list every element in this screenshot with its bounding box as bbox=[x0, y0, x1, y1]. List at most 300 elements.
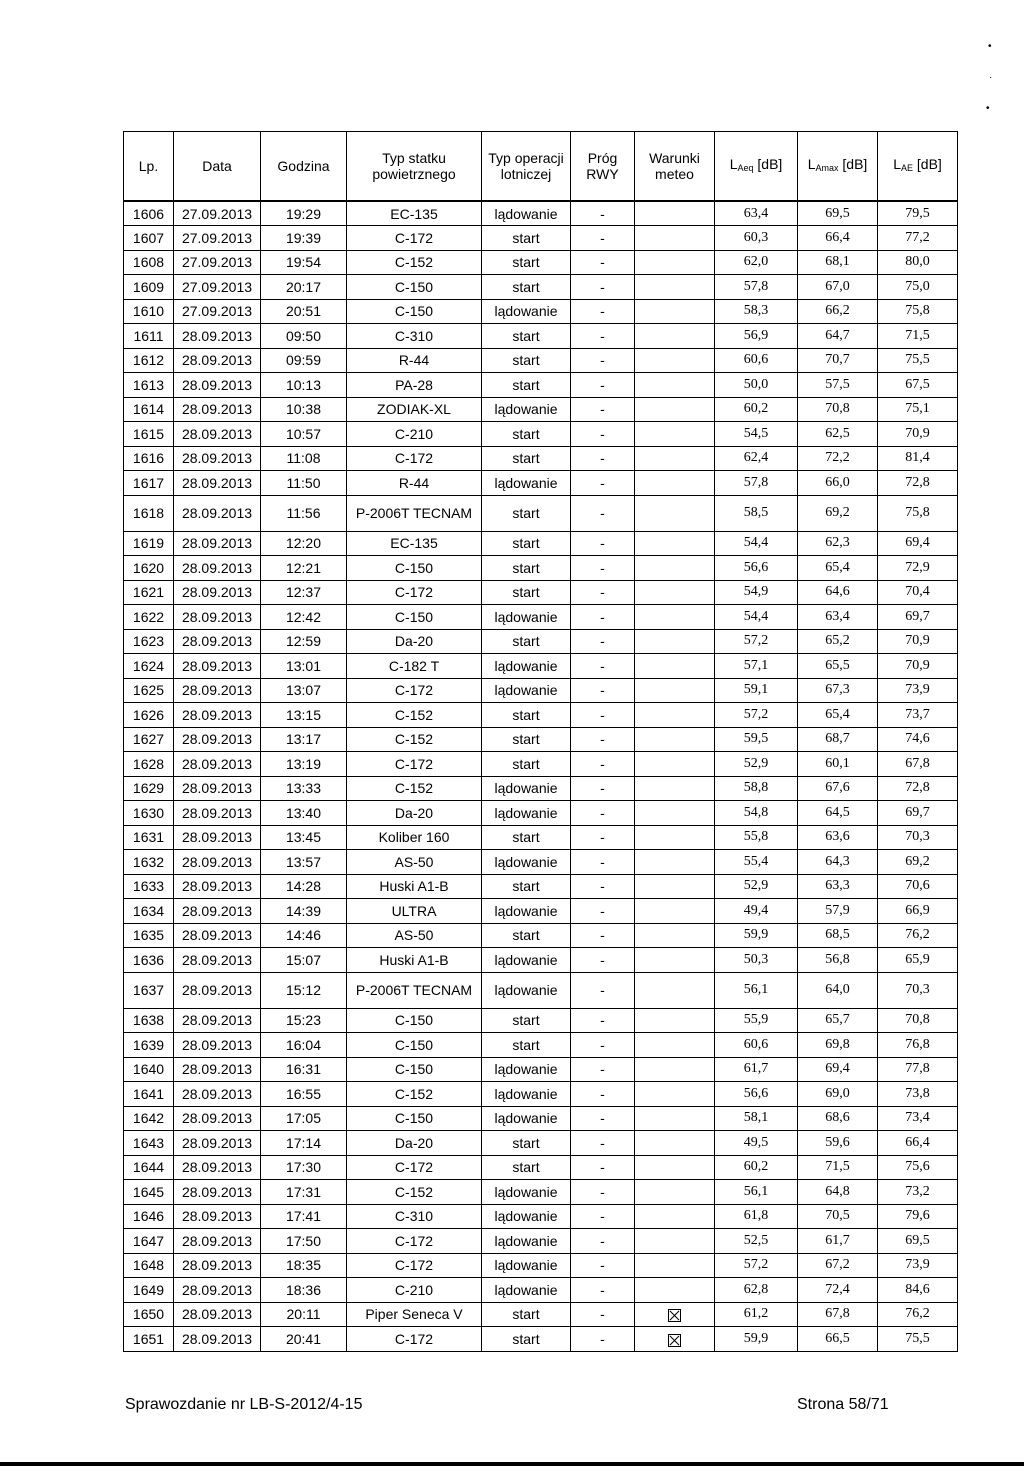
cell-aircraft-type: P-2006T TECNAM bbox=[347, 972, 482, 1008]
cell-threshold: - bbox=[571, 801, 635, 826]
cell-threshold: - bbox=[571, 373, 635, 398]
cell-weather bbox=[635, 972, 715, 1008]
cell-lae: 70,9 bbox=[878, 422, 958, 447]
cell-operation-type: lądowanie bbox=[482, 1180, 571, 1205]
cell-threshold: - bbox=[571, 776, 635, 801]
cell-aircraft-type: EC-135 bbox=[347, 531, 482, 556]
cell-operation-type: lądowanie bbox=[482, 899, 571, 924]
cell-operation-type: lądowanie bbox=[482, 1082, 571, 1107]
cell-lamax: 64,8 bbox=[798, 1180, 878, 1205]
cell-laeq: 54,8 bbox=[715, 801, 798, 826]
cell-laeq: 62,8 bbox=[715, 1278, 798, 1303]
cell-date: 28.09.2013 bbox=[174, 1082, 261, 1107]
cell-weather bbox=[635, 1106, 715, 1131]
cell-lae: 75,1 bbox=[878, 397, 958, 422]
cell-laeq: 56,6 bbox=[715, 1082, 798, 1107]
cell-operation-type: start bbox=[482, 752, 571, 777]
cell-weather bbox=[635, 495, 715, 531]
cell-laeq: 59,9 bbox=[715, 1327, 798, 1352]
cell-date: 27.09.2013 bbox=[174, 250, 261, 275]
cell-operation-type: lądowanie bbox=[482, 299, 571, 324]
cell-lamax: 64,3 bbox=[798, 850, 878, 875]
cell-lamax: 71,5 bbox=[798, 1155, 878, 1180]
cell-threshold: - bbox=[571, 1327, 635, 1352]
cell-lae: 76,2 bbox=[878, 923, 958, 948]
cell-lp: 1645 bbox=[124, 1180, 174, 1205]
table-row bbox=[124, 1033, 958, 1058]
cell-lamax: 64,5 bbox=[798, 801, 878, 826]
cell-weather bbox=[635, 1155, 715, 1180]
cell-laeq: 60,2 bbox=[715, 1155, 798, 1180]
cell-laeq: 57,1 bbox=[715, 654, 798, 679]
cell-laeq: 55,8 bbox=[715, 825, 798, 850]
cell-lamax: 72,4 bbox=[798, 1278, 878, 1303]
cell-date: 28.09.2013 bbox=[174, 801, 261, 826]
cell-operation-type: start bbox=[482, 1033, 571, 1058]
cell-lp: 1618 bbox=[124, 495, 174, 531]
cell-weather bbox=[635, 348, 715, 373]
cell-lamax: 68,1 bbox=[798, 250, 878, 275]
cell-laeq: 56,6 bbox=[715, 556, 798, 581]
cell-date: 27.09.2013 bbox=[174, 275, 261, 300]
cell-lamax: 62,5 bbox=[798, 422, 878, 447]
cell-date: 28.09.2013 bbox=[174, 1033, 261, 1058]
cell-threshold: - bbox=[571, 1253, 635, 1278]
cell-weather bbox=[635, 629, 715, 654]
cell-weather bbox=[635, 1327, 715, 1352]
cell-lae: 80,0 bbox=[878, 250, 958, 275]
cell-date: 28.09.2013 bbox=[174, 654, 261, 679]
cell-date: 28.09.2013 bbox=[174, 678, 261, 703]
cell-lae: 70,9 bbox=[878, 629, 958, 654]
cell-lamax: 62,3 bbox=[798, 531, 878, 556]
table-row bbox=[124, 495, 958, 531]
cell-aircraft-type: R-44 bbox=[347, 471, 482, 496]
table-row bbox=[124, 703, 958, 728]
cell-time: 15:23 bbox=[261, 1008, 347, 1033]
cell-threshold: - bbox=[571, 752, 635, 777]
cell-weather bbox=[635, 1033, 715, 1058]
header-lamax: $L_{Amax}$ [dB] bbox=[798, 132, 878, 202]
cell-lp: 1626 bbox=[124, 703, 174, 728]
cell-aircraft-type: C-172 bbox=[347, 1253, 482, 1278]
cell-aircraft-type: C-150 bbox=[347, 1033, 482, 1058]
page-number: Strona 58/71 bbox=[797, 1396, 889, 1413]
cell-date: 28.09.2013 bbox=[174, 629, 261, 654]
cell-operation-type: lądowanie bbox=[482, 678, 571, 703]
cell-lamax: 60,1 bbox=[798, 752, 878, 777]
cell-lae: 79,6 bbox=[878, 1204, 958, 1229]
cell-lae: 84,6 bbox=[878, 1278, 958, 1303]
cell-lp: 1644 bbox=[124, 1155, 174, 1180]
table-row bbox=[124, 752, 958, 777]
cell-time: 10:57 bbox=[261, 422, 347, 447]
cell-laeq: 60,6 bbox=[715, 348, 798, 373]
cell-lp: 1650 bbox=[124, 1302, 174, 1327]
cell-aircraft-type: C-310 bbox=[347, 324, 482, 349]
cell-laeq: 61,8 bbox=[715, 1204, 798, 1229]
cell-weather bbox=[635, 275, 715, 300]
cell-aircraft-type: Da-20 bbox=[347, 1131, 482, 1156]
cell-time: 20:11 bbox=[261, 1302, 347, 1327]
cell-laeq: 56,1 bbox=[715, 972, 798, 1008]
cell-operation-type: lądowanie bbox=[482, 1057, 571, 1082]
cell-date: 27.09.2013 bbox=[174, 201, 261, 226]
cell-aircraft-type: ZODIAK-XL bbox=[347, 397, 482, 422]
cell-lp: 1610 bbox=[124, 299, 174, 324]
cell-weather bbox=[635, 226, 715, 251]
cell-aircraft-type: C-210 bbox=[347, 1278, 482, 1303]
cell-operation-type: start bbox=[482, 727, 571, 752]
cell-date: 28.09.2013 bbox=[174, 1057, 261, 1082]
cell-aircraft-type: ULTRA bbox=[347, 899, 482, 924]
cell-laeq: 59,9 bbox=[715, 923, 798, 948]
aircraft-noise-table bbox=[123, 131, 957, 1352]
cell-lae: 75,5 bbox=[878, 348, 958, 373]
cell-lae: 79,5 bbox=[878, 201, 958, 226]
cell-aircraft-type: C-172 bbox=[347, 580, 482, 605]
cell-date: 28.09.2013 bbox=[174, 422, 261, 447]
cell-lamax: 66,4 bbox=[798, 226, 878, 251]
cell-aircraft-type: C-182 T bbox=[347, 654, 482, 679]
table-row bbox=[124, 250, 958, 275]
cell-time: 17:41 bbox=[261, 1204, 347, 1229]
cell-aircraft-type: C-172 bbox=[347, 1229, 482, 1254]
cell-lamax: 69,4 bbox=[798, 1057, 878, 1082]
cell-aircraft-type: Huski A1-B bbox=[347, 948, 482, 973]
cell-operation-type: start bbox=[482, 1327, 571, 1352]
cell-laeq: 58,1 bbox=[715, 1106, 798, 1131]
cell-laeq: 57,2 bbox=[715, 1253, 798, 1278]
cell-lp: 1646 bbox=[124, 1204, 174, 1229]
table-row bbox=[124, 471, 958, 496]
cell-date: 28.09.2013 bbox=[174, 1278, 261, 1303]
cell-operation-type: start bbox=[482, 373, 571, 398]
cell-weather bbox=[635, 727, 715, 752]
cell-aircraft-type: C-152 bbox=[347, 727, 482, 752]
cell-aircraft-type: C-150 bbox=[347, 605, 482, 630]
cell-lp: 1639 bbox=[124, 1033, 174, 1058]
cell-weather bbox=[635, 201, 715, 226]
cell-lamax: 65,2 bbox=[798, 629, 878, 654]
cell-weather bbox=[635, 776, 715, 801]
cell-lp: 1623 bbox=[124, 629, 174, 654]
table-header-row bbox=[124, 132, 958, 202]
cell-aircraft-type: AS-50 bbox=[347, 923, 482, 948]
cell-lamax: 70,7 bbox=[798, 348, 878, 373]
header-lp: Lp. bbox=[124, 132, 174, 202]
table-row bbox=[124, 678, 958, 703]
cell-operation-type: lądowanie bbox=[482, 972, 571, 1008]
cell-time: 13:01 bbox=[261, 654, 347, 679]
cell-time: 18:36 bbox=[261, 1278, 347, 1303]
cell-laeq: 60,2 bbox=[715, 397, 798, 422]
cell-weather bbox=[635, 556, 715, 581]
cell-laeq: 57,2 bbox=[715, 629, 798, 654]
cell-lae: 71,5 bbox=[878, 324, 958, 349]
cell-lae: 67,8 bbox=[878, 752, 958, 777]
cell-lp: 1612 bbox=[124, 348, 174, 373]
cell-lamax: 63,6 bbox=[798, 825, 878, 850]
cell-lp: 1628 bbox=[124, 752, 174, 777]
cell-operation-type: start bbox=[482, 250, 571, 275]
cell-lae: 66,4 bbox=[878, 1131, 958, 1156]
cell-lamax: 63,3 bbox=[798, 874, 878, 899]
cell-time: 20:51 bbox=[261, 299, 347, 324]
cell-weather bbox=[635, 1278, 715, 1303]
header-lae: $L_{AE}$ [dB] bbox=[878, 132, 958, 202]
cell-laeq: 61,7 bbox=[715, 1057, 798, 1082]
cell-laeq: 55,9 bbox=[715, 1008, 798, 1033]
cell-threshold: - bbox=[571, 1204, 635, 1229]
cell-lamax: 65,5 bbox=[798, 654, 878, 679]
cell-operation-type: lądowanie bbox=[482, 1204, 571, 1229]
cell-weather bbox=[635, 446, 715, 471]
cell-time: 20:17 bbox=[261, 275, 347, 300]
cell-lae: 67,5 bbox=[878, 373, 958, 398]
cell-weather bbox=[635, 752, 715, 777]
cell-aircraft-type: R-44 bbox=[347, 348, 482, 373]
cell-lae: 76,2 bbox=[878, 1302, 958, 1327]
cell-lp: 1634 bbox=[124, 899, 174, 924]
cell-time: 14:46 bbox=[261, 923, 347, 948]
cell-laeq: 54,4 bbox=[715, 605, 798, 630]
cell-aircraft-type: C-152 bbox=[347, 1180, 482, 1205]
cell-lae: 73,9 bbox=[878, 678, 958, 703]
cell-laeq: 56,1 bbox=[715, 1180, 798, 1205]
cell-time: 12:21 bbox=[261, 556, 347, 581]
cell-laeq: 49,4 bbox=[715, 899, 798, 924]
cell-lae: 77,8 bbox=[878, 1057, 958, 1082]
table-row bbox=[124, 348, 958, 373]
cell-operation-type: start bbox=[482, 556, 571, 581]
cell-lae: 73,9 bbox=[878, 1253, 958, 1278]
table-row bbox=[124, 899, 958, 924]
cell-lae: 73,4 bbox=[878, 1106, 958, 1131]
cell-threshold: - bbox=[571, 605, 635, 630]
table-row bbox=[124, 397, 958, 422]
cell-weather bbox=[635, 923, 715, 948]
cell-time: 11:56 bbox=[261, 495, 347, 531]
cell-lae: 70,4 bbox=[878, 580, 958, 605]
cell-time: 10:38 bbox=[261, 397, 347, 422]
cell-aircraft-type: Koliber 160 bbox=[347, 825, 482, 850]
scan-speck: • bbox=[986, 103, 990, 114]
cell-date: 28.09.2013 bbox=[174, 776, 261, 801]
cell-lae: 70,3 bbox=[878, 972, 958, 1008]
cell-laeq: 57,8 bbox=[715, 471, 798, 496]
cell-threshold: - bbox=[571, 923, 635, 948]
cell-lae: 70,3 bbox=[878, 825, 958, 850]
cell-operation-type: start bbox=[482, 1008, 571, 1033]
cell-lp: 1613 bbox=[124, 373, 174, 398]
cell-lp: 1624 bbox=[124, 654, 174, 679]
header-weather: Warunki meteo bbox=[635, 132, 715, 202]
cell-threshold: - bbox=[571, 580, 635, 605]
table-row bbox=[124, 1057, 958, 1082]
cell-time: 13:07 bbox=[261, 678, 347, 703]
cell-lamax: 61,7 bbox=[798, 1229, 878, 1254]
header-date: Data bbox=[174, 132, 261, 202]
cell-operation-type: lądowanie bbox=[482, 1253, 571, 1278]
cell-lp: 1621 bbox=[124, 580, 174, 605]
cell-aircraft-type: C-152 bbox=[347, 1082, 482, 1107]
cell-operation-type: start bbox=[482, 1302, 571, 1327]
cell-lp: 1648 bbox=[124, 1253, 174, 1278]
cell-lae: 66,9 bbox=[878, 899, 958, 924]
cell-time: 17:30 bbox=[261, 1155, 347, 1180]
cell-weather bbox=[635, 654, 715, 679]
cell-threshold: - bbox=[571, 495, 635, 531]
cell-lae: 75,6 bbox=[878, 1155, 958, 1180]
cell-threshold: - bbox=[571, 874, 635, 899]
table-row bbox=[124, 629, 958, 654]
cell-time: 10:13 bbox=[261, 373, 347, 398]
cell-threshold: - bbox=[571, 299, 635, 324]
cell-lp: 1620 bbox=[124, 556, 174, 581]
header-threshold: Próg RWY bbox=[571, 132, 635, 202]
cell-lae: 69,4 bbox=[878, 531, 958, 556]
cell-lae: 75,8 bbox=[878, 299, 958, 324]
cell-lp: 1622 bbox=[124, 605, 174, 630]
cell-aircraft-type: AS-50 bbox=[347, 850, 482, 875]
cell-threshold: - bbox=[571, 850, 635, 875]
cell-lamax: 68,5 bbox=[798, 923, 878, 948]
cell-operation-type: lądowanie bbox=[482, 1278, 571, 1303]
cell-lp: 1611 bbox=[124, 324, 174, 349]
cell-date: 28.09.2013 bbox=[174, 471, 261, 496]
cell-date: 28.09.2013 bbox=[174, 1131, 261, 1156]
cell-lae: 81,4 bbox=[878, 446, 958, 471]
cell-operation-type: lądowanie bbox=[482, 605, 571, 630]
cell-weather bbox=[635, 250, 715, 275]
cell-operation-type: lądowanie bbox=[482, 1106, 571, 1131]
cell-weather bbox=[635, 899, 715, 924]
cell-lp: 1633 bbox=[124, 874, 174, 899]
cell-time: 18:35 bbox=[261, 1253, 347, 1278]
cell-lp: 1649 bbox=[124, 1278, 174, 1303]
cell-laeq: 60,3 bbox=[715, 226, 798, 251]
table-row bbox=[124, 299, 958, 324]
cell-date: 28.09.2013 bbox=[174, 703, 261, 728]
cell-laeq: 52,5 bbox=[715, 1229, 798, 1254]
cell-time: 17:50 bbox=[261, 1229, 347, 1254]
cell-aircraft-type: C-150 bbox=[347, 1106, 482, 1131]
cell-operation-type: start bbox=[482, 348, 571, 373]
cell-time: 13:57 bbox=[261, 850, 347, 875]
cell-aircraft-type: C-172 bbox=[347, 1155, 482, 1180]
cell-aircraft-type: Da-20 bbox=[347, 629, 482, 654]
cell-aircraft-type: C-152 bbox=[347, 250, 482, 275]
cell-lae: 70,8 bbox=[878, 1008, 958, 1033]
cell-lae: 70,9 bbox=[878, 654, 958, 679]
cell-laeq: 62,4 bbox=[715, 446, 798, 471]
cell-date: 28.09.2013 bbox=[174, 850, 261, 875]
cell-date: 28.09.2013 bbox=[174, 1180, 261, 1205]
cell-weather bbox=[635, 1057, 715, 1082]
cell-time: 14:39 bbox=[261, 899, 347, 924]
cell-time: 13:15 bbox=[261, 703, 347, 728]
cell-threshold: - bbox=[571, 250, 635, 275]
cell-operation-type: lądowanie bbox=[482, 1229, 571, 1254]
cell-threshold: - bbox=[571, 201, 635, 226]
cell-operation-type: start bbox=[482, 923, 571, 948]
cell-date: 28.09.2013 bbox=[174, 1253, 261, 1278]
cell-lp: 1642 bbox=[124, 1106, 174, 1131]
cell-date: 28.09.2013 bbox=[174, 1302, 261, 1327]
cell-date: 28.09.2013 bbox=[174, 874, 261, 899]
cell-threshold: - bbox=[571, 899, 635, 924]
cell-operation-type: lądowanie bbox=[482, 850, 571, 875]
cell-threshold: - bbox=[571, 1131, 635, 1156]
cell-weather bbox=[635, 703, 715, 728]
cell-aircraft-type: PA-28 bbox=[347, 373, 482, 398]
cell-aircraft-type: C-152 bbox=[347, 776, 482, 801]
cell-date: 28.09.2013 bbox=[174, 1204, 261, 1229]
cell-time: 15:07 bbox=[261, 948, 347, 973]
cell-time: 13:33 bbox=[261, 776, 347, 801]
cell-operation-type: lądowanie bbox=[482, 471, 571, 496]
cell-lae: 72,8 bbox=[878, 776, 958, 801]
table-row bbox=[124, 1082, 958, 1107]
cell-weather bbox=[635, 1229, 715, 1254]
cell-lp: 1625 bbox=[124, 678, 174, 703]
cell-aircraft-type: C-210 bbox=[347, 422, 482, 447]
cell-weather bbox=[635, 324, 715, 349]
cell-aircraft-type: C-150 bbox=[347, 299, 482, 324]
cell-laeq: 55,4 bbox=[715, 850, 798, 875]
cell-time: 16:04 bbox=[261, 1033, 347, 1058]
cell-lae: 75,5 bbox=[878, 1327, 958, 1352]
cell-threshold: - bbox=[571, 446, 635, 471]
cell-lp: 1615 bbox=[124, 422, 174, 447]
cell-threshold: - bbox=[571, 348, 635, 373]
table-row bbox=[124, 1106, 958, 1131]
cell-aircraft-type: C-172 bbox=[347, 226, 482, 251]
table-row bbox=[124, 531, 958, 556]
cell-operation-type: start bbox=[482, 324, 571, 349]
cell-lamax: 67,6 bbox=[798, 776, 878, 801]
cell-lae: 72,9 bbox=[878, 556, 958, 581]
cell-time: 11:50 bbox=[261, 471, 347, 496]
cell-weather bbox=[635, 874, 715, 899]
cell-aircraft-type: C-172 bbox=[347, 1327, 482, 1352]
cell-lamax: 68,6 bbox=[798, 1106, 878, 1131]
cell-lp: 1635 bbox=[124, 923, 174, 948]
cell-aircraft-type: Piper Seneca V bbox=[347, 1302, 482, 1327]
cell-weather bbox=[635, 580, 715, 605]
cell-lamax: 57,5 bbox=[798, 373, 878, 398]
cell-lamax: 66,5 bbox=[798, 1327, 878, 1352]
cell-lp: 1637 bbox=[124, 972, 174, 1008]
cell-threshold: - bbox=[571, 629, 635, 654]
cell-date: 28.09.2013 bbox=[174, 324, 261, 349]
cell-time: 13:17 bbox=[261, 727, 347, 752]
cell-laeq: 49,5 bbox=[715, 1131, 798, 1156]
cell-date: 28.09.2013 bbox=[174, 752, 261, 777]
cell-time: 12:42 bbox=[261, 605, 347, 630]
header-time: Godzina bbox=[261, 132, 347, 202]
cell-lamax: 64,0 bbox=[798, 972, 878, 1008]
cell-operation-type: start bbox=[482, 422, 571, 447]
cell-aircraft-type: C-172 bbox=[347, 446, 482, 471]
cell-lp: 1619 bbox=[124, 531, 174, 556]
cell-operation-type: lądowanie bbox=[482, 201, 571, 226]
cell-lp: 1631 bbox=[124, 825, 174, 850]
cell-threshold: - bbox=[571, 1082, 635, 1107]
cell-laeq: 59,1 bbox=[715, 678, 798, 703]
cell-time: 19:39 bbox=[261, 226, 347, 251]
